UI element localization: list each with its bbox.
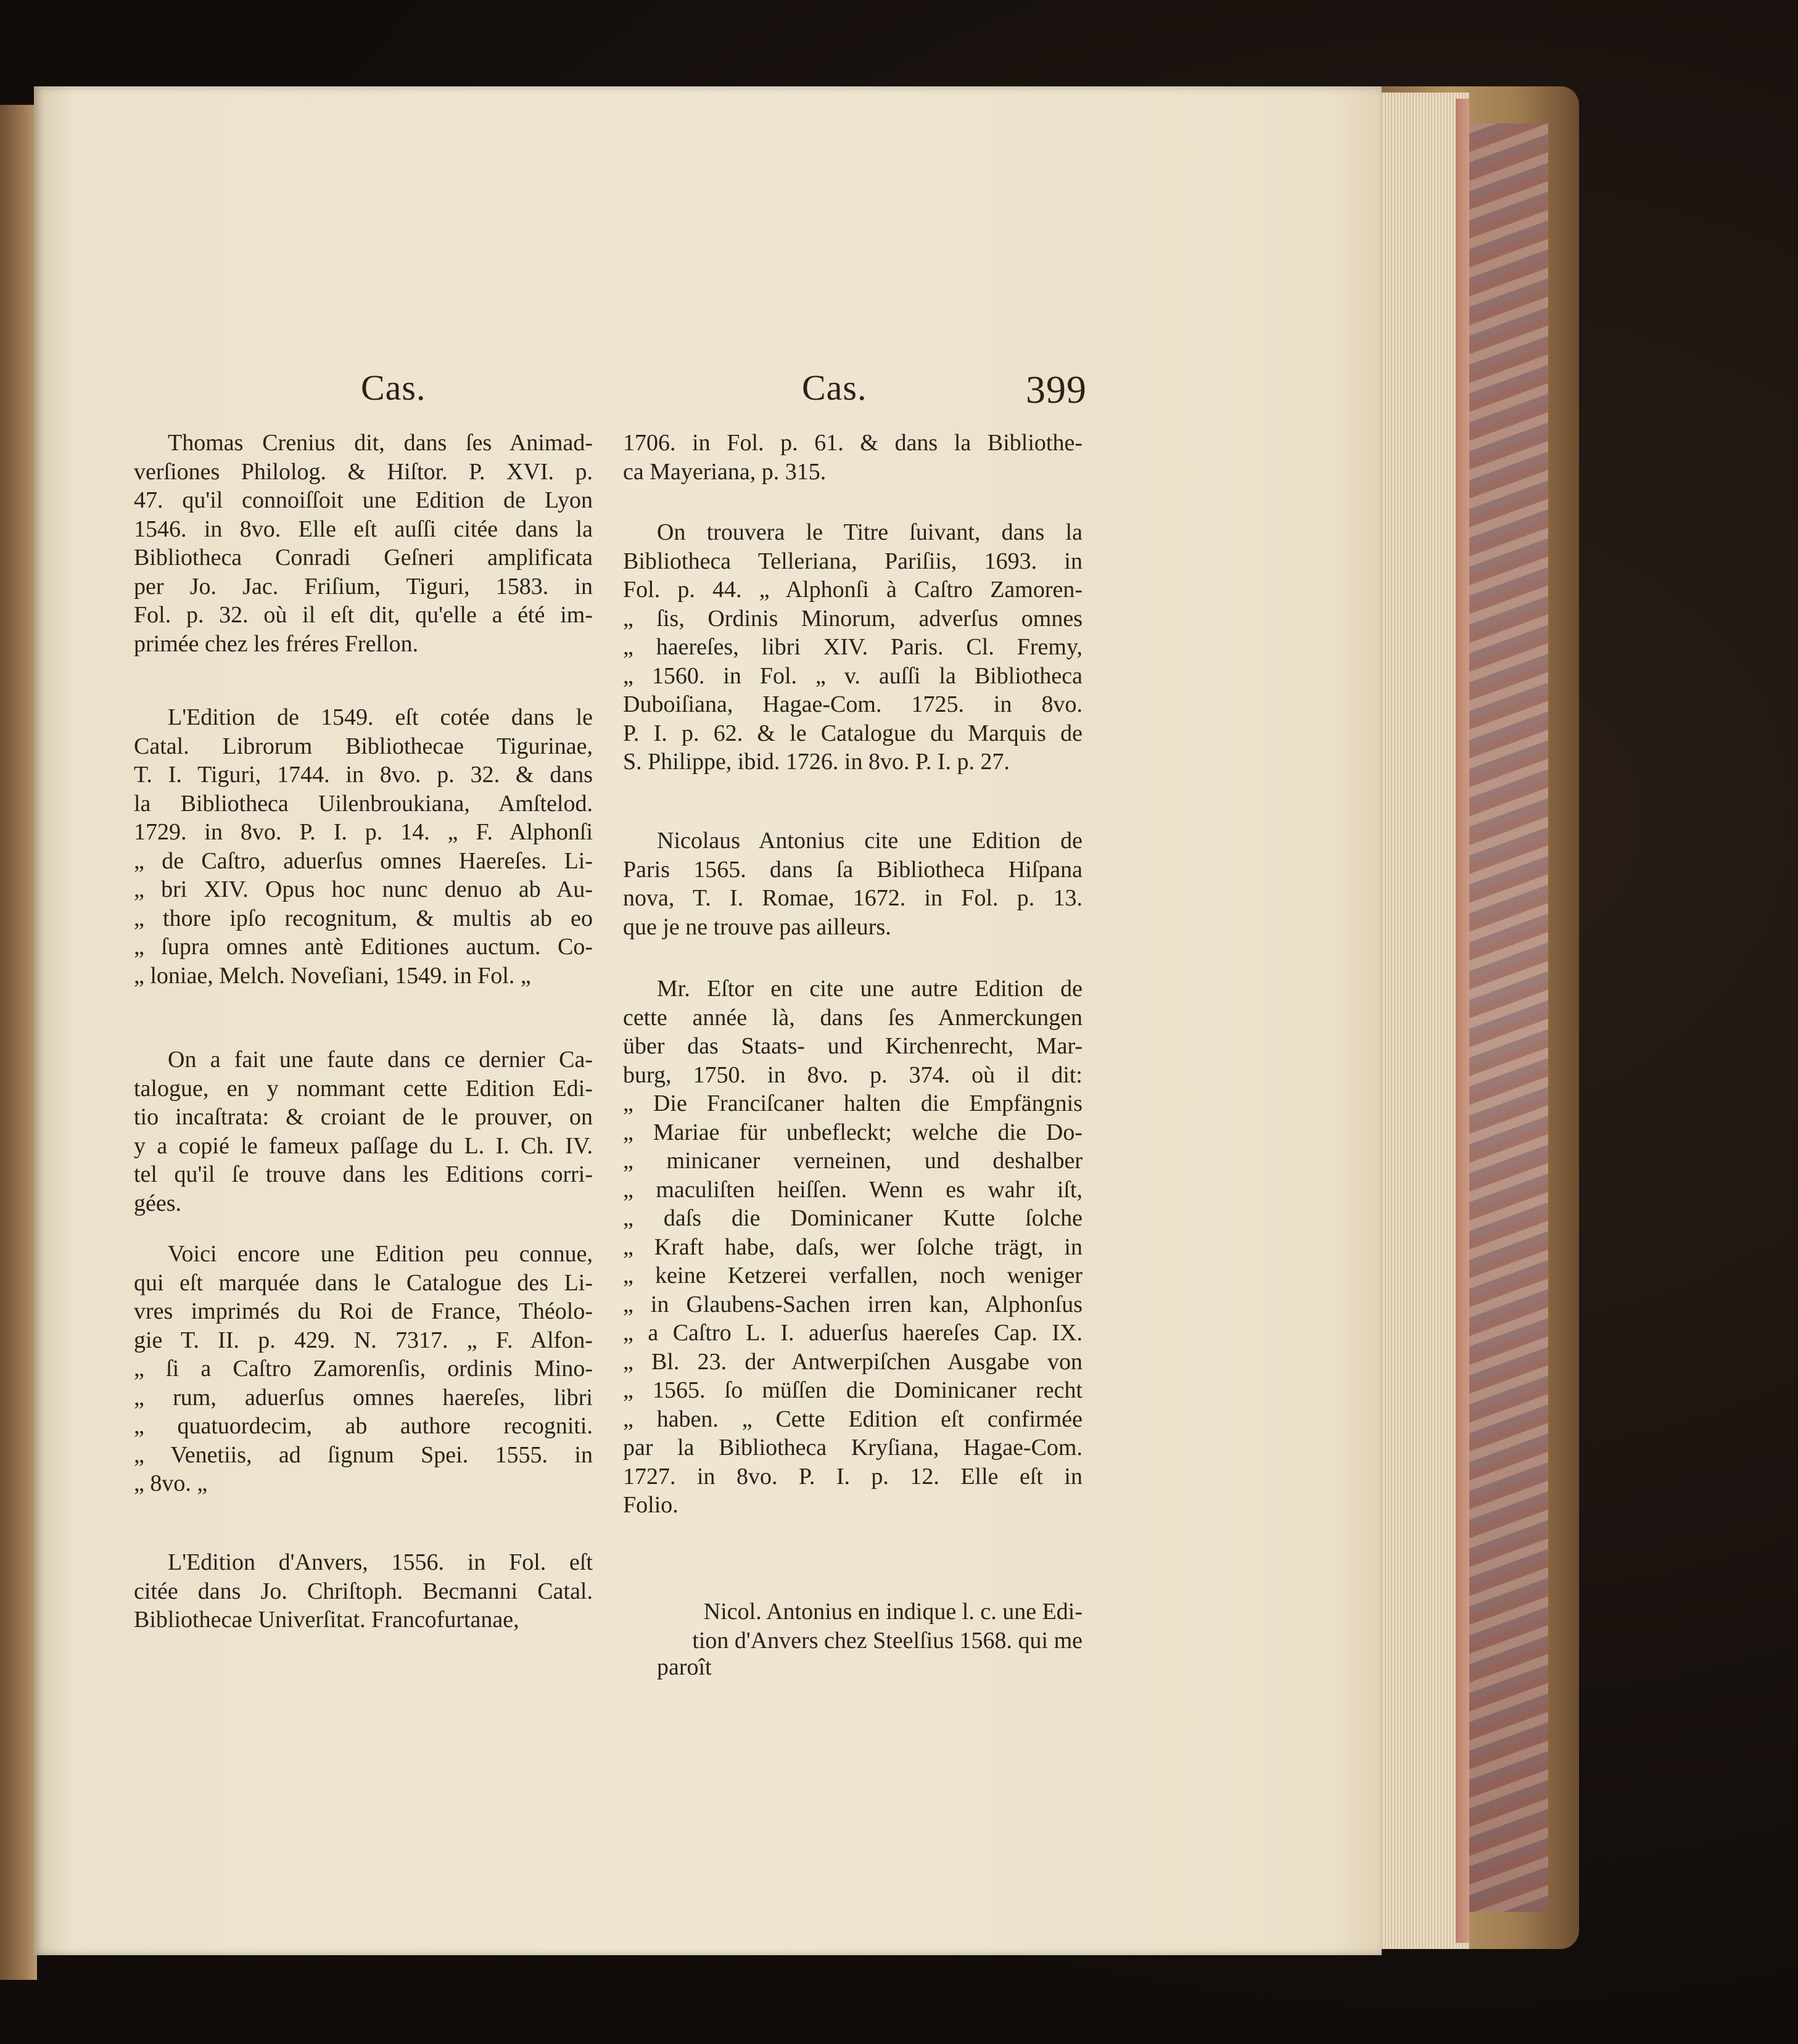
text-line: „ 1565. ſo müſſen die Dominicaner recht [623, 1377, 1083, 1403]
text-line: „ haereſes, libri XIV. Paris. Cl. Fremy, [623, 634, 1083, 660]
text-line: „ Kraft habe, daſs, wer ſolche trägt, in [623, 1234, 1083, 1260]
text-line: „ bri XIV. Opus hoc nunc denuo ab Au- [134, 876, 593, 902]
text-line: Paris 1565. dans ſa Bibliotheca Hiſpana [623, 856, 1083, 883]
text-line: 1727. in 8vo. P. I. p. 12. Elle eſt in [623, 1463, 1083, 1490]
text-line: „ haben. „ Cette Edition eſt confirmée [623, 1406, 1083, 1432]
text-line: Folio. [623, 1492, 678, 1518]
text-line: que je ne trouve pas ailleurs. [623, 913, 891, 940]
text-line: la Bibliotheca Uilenbroukiana, Amſtelod. [134, 790, 593, 817]
text-line: „ Mariae für unbefleckt; welche die Do- [623, 1119, 1083, 1145]
text-line: 47. qu'il connoiſſoit une Edition de Lyon [134, 487, 593, 513]
text-line: par la Bibliotheca Kryſiana, Hagae-Com. [623, 1435, 1083, 1461]
text-line: „ keine Ketzerei verfallen, noch weniger [623, 1263, 1083, 1288]
right-running-head: Cas. [802, 368, 867, 408]
text-line: cette année là, dans ſes Anmerckungen [623, 1004, 1083, 1031]
book-page [34, 86, 1382, 1955]
text-line: „ in Glaubens-Sachen irren kan, Alphonſus [623, 1291, 1083, 1317]
text-line: „ Bl. 23. der Antwerpiſchen Ausgabe von [623, 1348, 1083, 1375]
left-column-paragraph [134, 429, 593, 658]
text-line: On trouvera le Titre ſuivant, dans la [657, 519, 1083, 545]
text-line: Fol. p. 32. où il eſt dit, qu'elle a été im- [134, 602, 593, 628]
text-line: „ thore ipſo recognitum, & multis ab eo [134, 905, 593, 931]
text-line: „ minicaner verneinen, und deshalber [623, 1148, 1083, 1174]
text-line: Voici encore une Edition peu connue, [168, 1241, 593, 1267]
text-line: burg, 1750. in 8vo. p. 374. où il dit: [623, 1061, 1083, 1088]
text-line: T. I. Tiguri, 1744. in 8vo. p. 32. & dans [134, 762, 593, 788]
text-line: Nicol. Antonius en indique l. c. une Edi- [703, 1599, 1083, 1625]
text-line: vres imprimés du Roi de France, Théolo- [134, 1298, 593, 1324]
red-page-edge [1456, 99, 1469, 1943]
right-column-paragraph [623, 975, 1083, 1520]
text-line: „ Die Franciſcaner halten die Empfängnis [623, 1090, 1083, 1116]
text-line: „ ſi a Caſtro Zamorenſis, ordinis Mino- [134, 1356, 593, 1382]
text-line: „ maculiſten heiſſen. Wenn es wahr iſt, [623, 1176, 1083, 1203]
text-line: On a fait une faute dans ce dernier Ca- [168, 1047, 593, 1073]
text-line: „ quatuordecim, ab authore recogniti. [134, 1413, 593, 1439]
text-line: Bibliotheca Telleriana, Pariſiis, 1693. in [623, 548, 1083, 574]
text-line: talogue, en y nommant cette Edition Edi- [134, 1075, 593, 1102]
text-line: „ rum, aduerſus omnes haereſes, libri [134, 1384, 593, 1411]
text-line: Bibliothecae Univerſitat. Francofurtanae, [134, 1607, 519, 1633]
text-line: primée chez les fréres Frellon. [134, 630, 419, 657]
text-line: y a copié le fameux paſſage du L. I. Ch. IV. [134, 1132, 593, 1159]
text-line: tio incaſtrata: & croiant de le prouver, on [134, 1104, 593, 1130]
left-column-paragraph [134, 1045, 593, 1218]
text-line: „ loniae, Melch. Noveſiani, 1549. in Fol. „ [134, 962, 531, 989]
text-line: Thomas Crenius dit, dans ſes Animad- [168, 430, 593, 456]
text-line: P. I. p. 62. & le Catalogue du Marquis de [623, 720, 1083, 746]
right-column-paragraph [623, 826, 1083, 941]
text-line: ca Mayeriana, p. 315. [623, 458, 827, 485]
text-line: citée dans Jo. Chriſtoph. Becmanni Catal. [134, 1578, 593, 1604]
text-line: über das Staats- und Kirchenrecht, Mar- [623, 1033, 1083, 1059]
text-line: verſiones Philolog. & Hiſtor. P. XVI. p. [134, 458, 593, 485]
text-line: per Jo. Jac. Friſium, Tiguri, 1583. in [134, 573, 593, 600]
text-line: „ 8vo. „ [134, 1470, 208, 1496]
text-line: tion d'Anvers chez Steelſius 1568. qui me [692, 1627, 1083, 1654]
right-column-paragraph [623, 1653, 1083, 1682]
page-number: 399 [1026, 368, 1087, 411]
text-line: „ de Caſtro, aduerſus omnes Haereſes. Li- [134, 847, 593, 874]
text-line: gées. [134, 1190, 182, 1216]
text-line: „ daſs die Dominicaner Kutte ſolche [623, 1205, 1083, 1231]
text-line: Mr. Eſtor en cite une autre Edition de [657, 976, 1083, 1002]
text-line: Duboiſiana, Hagae-Com. 1725. in 8vo. [623, 691, 1083, 717]
left-running-head: Cas. [361, 368, 426, 408]
text-line: qui eſt marquée dans le Catalogue des Li- [134, 1269, 593, 1296]
right-column-paragraph [623, 518, 1083, 777]
text-line: L'Edition de 1549. eſt cotée dans le [168, 704, 593, 730]
left-column-paragraph [134, 1548, 593, 1634]
text-line: „ Venetiis, ad ſignum Spei. 1555. in [134, 1441, 593, 1468]
right-column-paragraph [623, 429, 1083, 486]
text-line: „ ſis, Ordinis Minorum, adverſus omnes [623, 605, 1083, 632]
text-line: paroît [657, 1654, 712, 1680]
text-line: Bibliotheca Conradi Geſneri amplificata [134, 545, 593, 571]
text-line: „ 1560. in Fol. „ v. auſſi la Bibliotheca [623, 662, 1083, 689]
text-line: tel qu'il ſe trouve dans les Editions corri- [134, 1161, 593, 1187]
left-page-edge [0, 105, 37, 1980]
text-line: S. Philippe, ibid. 1726. in 8vo. P. I. p. 27. [623, 749, 1010, 775]
text-line: Fol. p. 44. „ Alphonſi à Caſtro Zamoren- [623, 577, 1083, 603]
text-line: nova, T. I. Romae, 1672. in Fol. p. 13. [623, 885, 1083, 911]
text-line: 1729. in 8vo. P. I. p. 14. „ F. Alphonſi [134, 819, 593, 845]
left-column-paragraph [134, 1240, 593, 1498]
text-line: Nicolaus Antonius cite une Edition de [657, 828, 1083, 854]
left-column-paragraph [134, 703, 593, 990]
text-line: 1546. in 8vo. Elle eſt auſſi citée dans la [134, 516, 593, 542]
text-line: Catal. Librorum Bibliothecae Tigurinae, [134, 733, 593, 759]
text-line: gie T. II. p. 429. N. 7317. „ F. Alfon- [134, 1327, 593, 1353]
text-line: „ ſupra omnes antè Editiones auctum. Co- [134, 934, 593, 960]
right-column-paragraph [623, 1597, 1083, 1655]
text-line: 1706. in Fol. p. 61. & dans la Bibliothe- [623, 430, 1083, 456]
text-line: L'Edition d'Anvers, 1556. in Fol. eſt [168, 1549, 593, 1575]
text-line: „ a Caſtro L. I. aduerſus haereſes Cap. IX. [623, 1320, 1083, 1346]
